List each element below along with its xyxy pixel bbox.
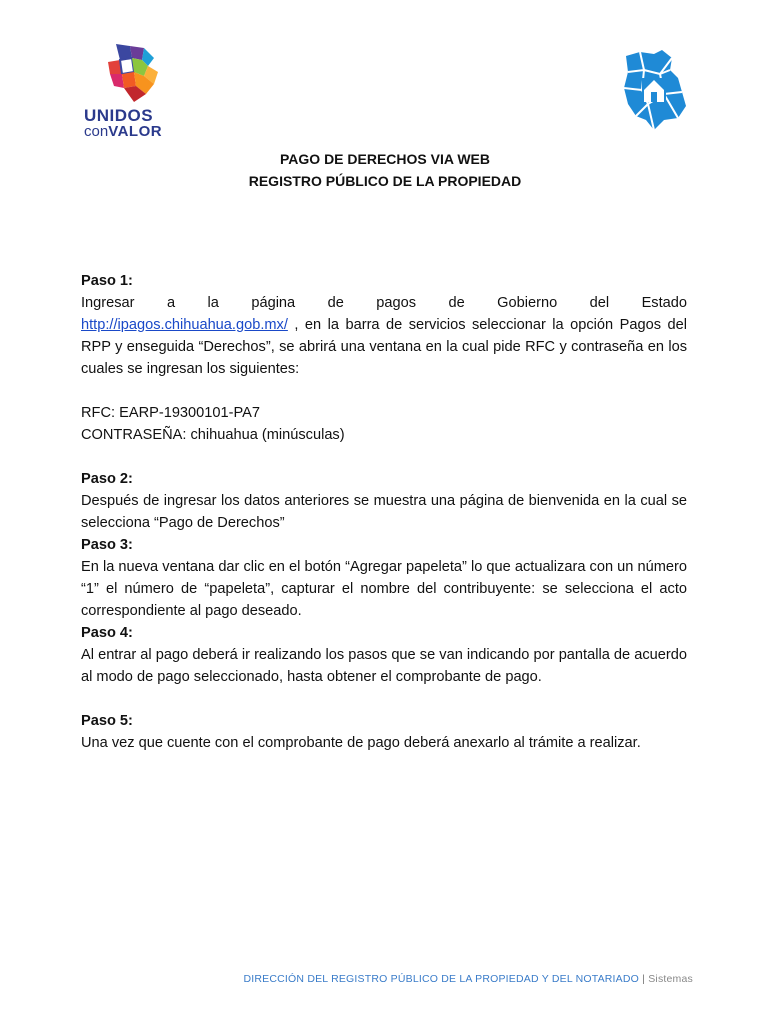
logo-text-valor: VALOR [108, 123, 163, 140]
step-4-text: Al entrar al pago deberá ir realizando los pasos que se van indicando por pantalla de acuerdo al modo de pago seleccionado, hasta obtener el comprobante de pago. [81, 647, 687, 685]
footer-area: Sistemas [648, 973, 693, 985]
instructions-body [81, 270, 687, 754]
password-value: CONTRASEÑA: chihuahua (minúsculas) [81, 427, 345, 443]
step-1-heading: Paso 1: [81, 273, 133, 289]
step-4-heading: Paso 4: [81, 625, 133, 641]
footer-department: DIRECCIÓN DEL REGISTRO PÚBLICO DE LA PROPIEDAD Y DEL NOTARIADO [243, 973, 640, 985]
logo-text-unidos: UNIDOS [84, 106, 154, 125]
step-2-heading: Paso 2: [81, 471, 133, 487]
step-3-heading: Paso 3: [81, 537, 133, 553]
document-subtitle: REGISTRO PÚBLICO DE LA PROPIEDAD [248, 173, 522, 189]
step-1-line-1: Ingresar a la página de pagos de Gobierno del Estado [81, 295, 687, 311]
step-2-text: Después de ingresar los datos anteriores se muestra una página de bienvenida en la cual se selecciona “Pago de Derechos” [81, 493, 687, 531]
rfc-value: RFC: EARP-19300101-PA7 [81, 405, 260, 421]
step-5-heading: Paso 5: [81, 713, 133, 729]
chihuahua-map-house-icon [620, 48, 690, 132]
footer-separator: | [642, 973, 646, 985]
step-1-text [81, 314, 687, 380]
registro-publico-logo [620, 48, 690, 132]
logo-text-con: con [84, 123, 109, 140]
logo-text-con-valor [84, 123, 162, 140]
step-5-text: Una vez que cuente con el comprobante de pago deberá anexarlo al trámite a realizar. [81, 735, 641, 751]
page-footer [0, 973, 693, 985]
unidos-map-mosaic-icon [104, 44, 160, 104]
step-1-continuation: , en la barra de servicios seleccionar la opción Pagos del RPP y enseguida “Derechos”, se abrirá una ventana en la cual pide RFC y contraseña en los cuales se ingresan los siguientes: [81, 317, 687, 377]
unidos-con-valor-logo [84, 44, 184, 144]
step-3-text: En la nueva ventana dar clic en el botón “Agregar papeleta” lo que actualizara con un número “1” el número de “papeleta”, capturar el nombre del contribuyente: se selecciona el acto correspondiente al pago deseado. [81, 559, 687, 619]
document-title: PAGO DE DERECHOS VIA WEB [279, 151, 491, 167]
ipagos-link[interactable]: http://ipagos.chihuahua.gob.mx/ [81, 317, 288, 333]
